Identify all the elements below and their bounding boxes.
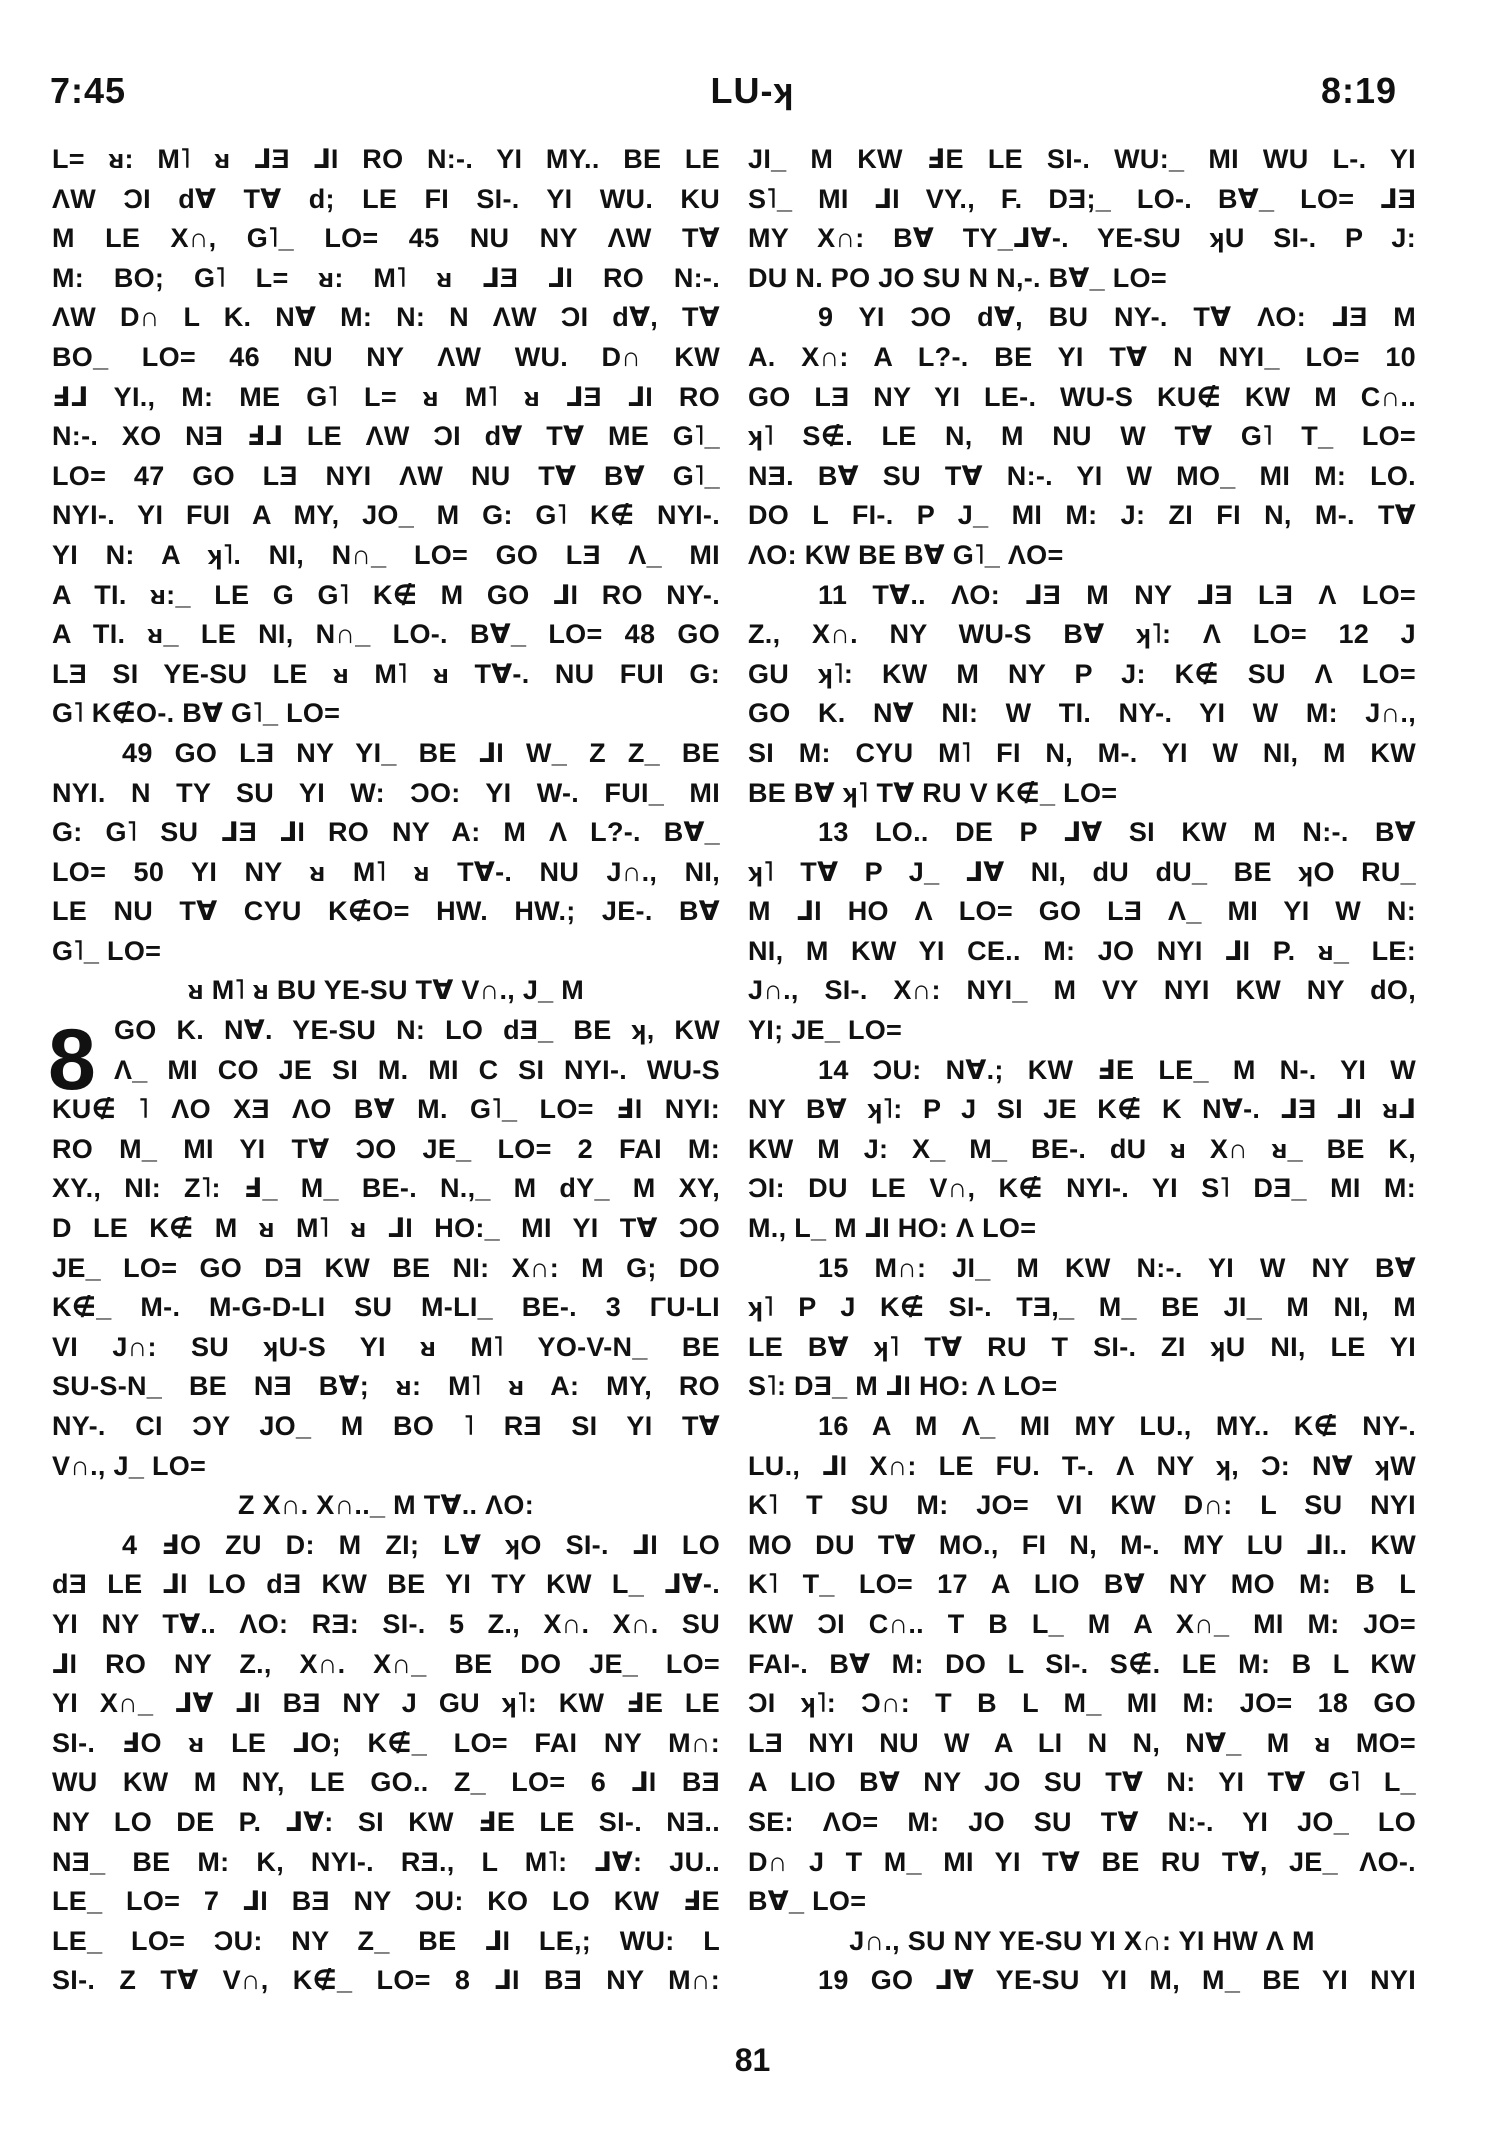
text-line: dƎ LE ⅃I LO dƎ KW BE YI TY KW L_ ⅃∀-. bbox=[52, 1569, 720, 1600]
text-line: SI-. Z T∀ V∩, K∉_ LO= 8 ⅃I BƎ NY M∩: bbox=[52, 1965, 720, 1996]
chapter-verse-start: 7:45 bbox=[50, 70, 127, 111]
text-line: Z X∩. X∩.._ M T∀.. ΛO: bbox=[237, 1490, 535, 1521]
text-line: Z., X∩. NY WU-S B∀ ʞ˥: Λ LO= 12 J bbox=[748, 619, 1416, 650]
text-line: FAI-. B∀ M: DO L SI-. S∉. LE M: B L KW bbox=[748, 1648, 1416, 1679]
text-line: 16 A M Λ_ MI MY LU., MY.. K∉ NY-. bbox=[818, 1411, 1416, 1441]
text-line: ᴚ M˥ ᴚ BU YE-SU T∀ V∩., J_ M bbox=[187, 975, 585, 1006]
text-line: M: BO; G˥ L= ᴚ: M˥ ᴚ ⅃Ǝ ⅃I RO N:-. bbox=[52, 262, 720, 293]
text-line: VI J∩: SU ʞU-S YI ᴚ M˥ YO-V-N_ BE bbox=[52, 1331, 720, 1362]
text-line: YI; JE_ LO= bbox=[748, 1015, 903, 1046]
text-line: D∩ J T M_ MI YI T∀ BE RU T∀, JE_ ΛO-. bbox=[748, 1846, 1416, 1877]
right-text-column bbox=[748, 140, 1416, 2001]
text-line: 9 YI ƆO d∀, BU NY-. T∀ ΛO: ⅃Ǝ M bbox=[818, 302, 1416, 333]
chapter-number: 8 bbox=[48, 1012, 96, 1108]
text-line: NYI. N TY SU YI W: ƆO: YI W-. FUI_ MI bbox=[52, 777, 720, 808]
text-line: NYI-. YI FUI A MY, JO_ M G: G˥ K∉ NYI-. bbox=[52, 500, 720, 531]
page-number: 81 bbox=[734, 2042, 771, 2078]
text-line: NI, M KW YI CE.. M: JO NYI ⅃I P. ᴚ_ LE: bbox=[748, 935, 1416, 966]
text-line: ʞ˥ P J K∉ SI-. TƎ,_ M_ BE JI_ M NI, M bbox=[748, 1292, 1416, 1323]
text-line: XY., NI: Z˥: Ⅎ_ M_ BE-. N.,_ M dY_ M XY, bbox=[52, 1173, 720, 1204]
text-line: GO K. N∀ NI: W TI. NY-. YI W M: J∩., bbox=[748, 698, 1416, 729]
text-line: ʞ˥ S∉. LE N, M NU W T∀ G˥ T_ LO= bbox=[748, 421, 1416, 452]
text-line: K∉_ M-. M-G-D-LI SU M-LI_ BE-. 3 ΓU-LI bbox=[52, 1292, 720, 1323]
text-line: Λ_ MI CO JE SI M. MI C SI NYI-. WU-S bbox=[114, 1054, 720, 1085]
text-line: YI N: A ʞ˥. NI, N∩_ LO= GO LƎ Λ_ MI bbox=[52, 539, 720, 570]
text-line: DU N. PO JO SU N N,-. B∀_ LO= bbox=[748, 262, 1167, 293]
text-line: NY B∀ ʞ˥: P J SI JE K∉ K N∀-. ⅃Ǝ ⅃I ᴚ⅃ bbox=[748, 1094, 1416, 1125]
text-line: LƎ NYI NU W A LI N N, N∀_ M ᴚ MO= bbox=[748, 1727, 1416, 1758]
text-line: MY X∩: B∀ TY_⅃∀-. YE-SU ʞU SI-. P J: bbox=[748, 223, 1416, 254]
text-line: BE B∀ ʞ˥ T∀ RU V K∉_ LO= bbox=[748, 777, 1118, 808]
book-title: LU-ʞ bbox=[710, 70, 795, 111]
text-line: NY LO DE P. ⅃∀: SI KW ℲE LE SI-. NƎ.. bbox=[52, 1806, 720, 1837]
text-line: ΛW ƆI d∀ T∀ d; LE FI SI-. YI WU. KU bbox=[52, 183, 720, 214]
text-line: JI_ M KW ℲE LE SI-. WU:_ MI WU L-. YI bbox=[748, 144, 1416, 174]
text-line: V∩., J_ LO= bbox=[52, 1450, 207, 1481]
text-line: M LE X∩, G˥_ LO= 45 NU NY ΛW T∀ bbox=[52, 223, 720, 254]
text-line: N:-. XO NƎ Ⅎ⅃ LE ΛW ƆI d∀ T∀ ME G˥_ bbox=[52, 421, 720, 452]
text-line: WU KW M NY, LE GO.. Z_ LO= 6 ⅃I BƎ bbox=[52, 1767, 720, 1798]
text-line: L= ᴚ: M˥ ᴚ ⅃Ǝ ⅃I RO N:-. YI MY.. BE LE bbox=[52, 144, 720, 174]
text-line: DO L FI-. P J_ MI M: J: ZI FI N, M-. T∀ bbox=[748, 500, 1416, 531]
text-line: M., L_ M ⅃I HO: Λ LO= bbox=[748, 1213, 1037, 1244]
text-line: 11 T∀.. ΛO: ⅃Ǝ M NY ⅃Ǝ LƎ Λ LO= bbox=[818, 579, 1416, 610]
text-line: BO_ LO= 46 NU NY ΛW WU. D∩ KW bbox=[52, 341, 720, 372]
text-line: LE NU T∀ CYU K∉O= HW. HW.; JE-. B∀ bbox=[52, 896, 720, 927]
text-line: RO M_ MI YI T∀ ƆO JE_ LO= 2 FAI M: bbox=[52, 1133, 720, 1164]
text-line: G˥_ LO= bbox=[52, 935, 162, 966]
text-line: LU., ⅃I X∩: LE FU. T-. Λ NY ʞ, Ɔ: N∀ ʞW bbox=[748, 1450, 1416, 1481]
text-line: A. X∩: A L?-. BE YI T∀ N NYI_ LO= 10 bbox=[748, 341, 1416, 372]
text-line: J∩., SI-. X∩: NYI_ M VY NYI KW NY dO, bbox=[748, 975, 1416, 1006]
text-line: G˥ K∉O-. B∀ G˥_ LO= bbox=[52, 698, 341, 729]
text-line: G: G˥ SU ⅃Ǝ ⅃I RO NY A: M Λ L?-. B∀_ bbox=[52, 817, 720, 848]
text-line: GO LƎ NY YI LE-. WU-S KU∉ KW M C∩.. bbox=[748, 381, 1416, 412]
chapter-verse-end: 8:19 bbox=[1320, 70, 1397, 111]
text-line: NƎ_ BE M: K, NYI-. RƎ., L M˥: ⅃∀: JU.. bbox=[52, 1846, 720, 1877]
text-line: YI NY T∀.. ΛO: RƎ: SI-. 5 Z., X∩. X∩. SU bbox=[52, 1608, 720, 1639]
text-line: ΛO: KW BE B∀ G˥_ ΛO= bbox=[748, 539, 1064, 570]
text-line: A TI. ᴚ:_ LE G G˥ K∉ M GO ⅃I RO NY-. bbox=[52, 579, 720, 610]
text-line: Ⅎ⅃ YI., M: ME G˥ L= ᴚ M˥ ᴚ ⅃Ǝ ⅃I RO bbox=[52, 381, 720, 412]
text-line: MO DU T∀ MO., FI N, M-. MY LU ⅃I.. KW bbox=[748, 1529, 1416, 1560]
text-line: SU-S-N_ BE NƎ B∀; ᴚ: M˥ ᴚ A: MY, RO bbox=[52, 1371, 720, 1402]
text-line: NY-. CI ƆY JO_ M BO ˥ RƎ SI YI T∀ bbox=[52, 1411, 720, 1441]
text-line: ƆI: DU LE V∩, K∉ NYI-. YI S˥ DƎ_ MI M: bbox=[748, 1173, 1416, 1204]
text-line: 4 ℲO ZU D: M ZI; L∀ ʞO SI-. ⅃I LO bbox=[122, 1529, 720, 1560]
text-line: 14 ƆU: N∀.; KW ℲE LE_ M N-. YI W bbox=[818, 1054, 1416, 1085]
text-line: B∀_ LO= bbox=[748, 1886, 867, 1917]
text-line: K˥ T_ LO= 17 A LIO B∀ NY MO M: B L bbox=[748, 1569, 1416, 1600]
text-line: M ⅃I HO Λ LO= GO LƎ Λ_ MI YI W N: bbox=[748, 896, 1416, 927]
text-line: KW M J: X_ M_ BE-. dU ᴚ X∩ ᴚ_ BE K, bbox=[748, 1133, 1416, 1164]
text-line: YI X∩_ ⅃∀ ⅃I BƎ NY J GU ʞ˥: KW ℲE LE bbox=[52, 1688, 720, 1719]
text-line: JE_ LO= GO DƎ KW BE NI: X∩: M G; DO bbox=[52, 1252, 720, 1283]
text-line: LO= 50 YI NY ᴚ M˥ ᴚ T∀-. NU J∩., NI, bbox=[52, 856, 720, 887]
text-line: LƎ SI YE-SU LE ᴚ M˥ ᴚ T∀-. NU FUI G: bbox=[52, 658, 720, 689]
text-line: SI-. ℲO ᴚ LE ⅃O; K∉_ LO= FAI NY M∩: bbox=[52, 1727, 720, 1758]
text-line: K˥ T SU M: JO= VI KW D∩: L SU NYI bbox=[748, 1490, 1416, 1521]
text-line: 15 M∩: JI_ M KW N:-. YI W NY B∀ bbox=[818, 1252, 1416, 1283]
text-line: GO K. N∀. YE-SU N: LO dƎ_ BE ʞ, KW bbox=[114, 1015, 720, 1046]
text-line: 49 GO LƎ NY YI_ BE ⅃I W_ Z Z_ BE bbox=[122, 737, 720, 768]
text-line: A LIO B∀ NY JO SU T∀ N: YI T∀ G˥ L_ bbox=[748, 1767, 1416, 1798]
text-line: S˥_ MI ⅃I VY., F. DƎ;_ LO-. B∀_ LO= ⅃Ǝ bbox=[748, 183, 1416, 214]
text-line: SE: ΛO= M: JO SU T∀ N:-. YI JO_ LO bbox=[748, 1806, 1416, 1837]
text-line: 13 LO.. DE P ⅃∀ SI KW M N:-. B∀ bbox=[818, 817, 1416, 848]
text-line: ΛW D∩ L K. N∀ M: N: N ΛW ƆI d∀, T∀ bbox=[52, 302, 720, 333]
left-text-column bbox=[52, 140, 720, 2001]
text-line: J∩., SU NY YE-SU YI X∩: YI HW Λ M bbox=[849, 1925, 1315, 1956]
text-line: KU∉ ˥ ΛO XƎ ΛO B∀ M. G˥_ LO= ℲI NYI: bbox=[52, 1094, 720, 1125]
text-line: LE_ LO= 7 ⅃I BƎ NY ƆU: KO LO KW ℲE bbox=[52, 1886, 720, 1917]
text-line: LO= 47 GO LƎ NYI ΛW NU T∀ B∀ G˥_ bbox=[52, 460, 720, 491]
text-line: S˥: DƎ_ M ⅃I HO: Λ LO= bbox=[748, 1371, 1058, 1402]
text-line: ⅃I RO NY Z., X∩. X∩_ BE DO JE_ LO= bbox=[52, 1648, 720, 1679]
text-line: ƆI ʞ˥: Ɔ∩: T B L M_ MI M: JO= 18 GO bbox=[748, 1688, 1416, 1719]
text-line: ʞ˥ T∀ P J_ ⅃∀ NI, dU dU_ BE ʞO RU_ bbox=[748, 856, 1416, 887]
text-line: SI M: CYU M˥ FI N, M-. YI W NI, M KW bbox=[748, 737, 1416, 768]
text-line: 19 GO ⅃∀ YE-SU YI M, M_ BE YI NYI bbox=[818, 1965, 1416, 1996]
text-line: LE B∀ ʞ˥ T∀ RU T SI-. ZI ʞU NI, LE YI bbox=[748, 1331, 1416, 1362]
text-line: A TI. ᴚ_ LE NI, N∩_ LO-. B∀_ LO= 48 GO bbox=[52, 619, 720, 650]
text-line: GU ʞ˥: KW M NY P J: K∉ SU Λ LO= bbox=[748, 658, 1416, 689]
text-line: NƎ. B∀ SU T∀ N:-. YI W MO_ MI M: LO. bbox=[748, 460, 1416, 491]
text-line: D LE K∉ M ᴚ M˥ ᴚ ⅃I HO:_ MI YI T∀ ƆO bbox=[52, 1213, 720, 1244]
text-line: KW ƆI C∩.. T B L_ M A X∩_ MI M: JO= bbox=[748, 1608, 1416, 1639]
text-line: LE_ LO= ƆU: NY Z_ BE ⅃I LE,; WU: L bbox=[52, 1925, 720, 1956]
